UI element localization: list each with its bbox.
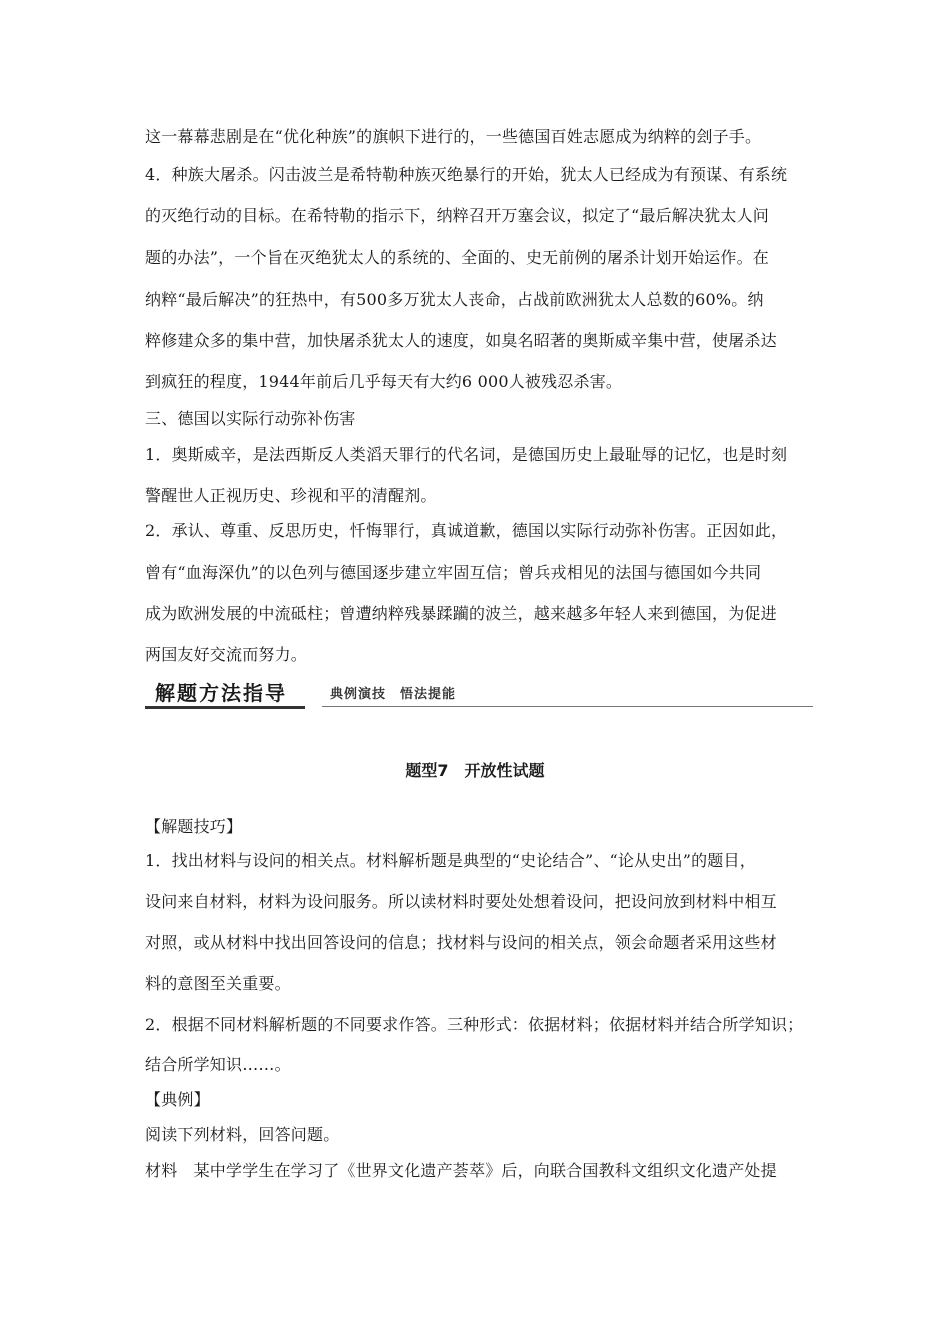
paragraph-line: 2．承认、尊重、反思历史，忏悔罪行，真诚道歉，德国以实际行动弥补伤害。正因如此， — [145, 521, 788, 540]
paragraph-line: 4．种族大屠杀。闪击波兰是希特勒种族灭绝暴行的开始，犹太人已经成为有预谋、有系统 — [145, 165, 788, 184]
banner-sub — [322, 678, 813, 707]
subheading: 【典例】 — [145, 1090, 210, 1109]
paragraph-line: 材料 某中学学生在学习了《世界文化遗产荟萃》后，向联合国教科文组织文化遗产处提 — [145, 1161, 777, 1180]
paragraph-line: 设问来自材料，材料为设问服务。所以读材料时要处处想着设问，把设问放到材料中相互 — [145, 892, 777, 911]
paragraph-line: 曾有“血海深仇”的以色列与德国逐步建立牢固互信；曾兵戎相见的法国与德国如今共同 — [145, 563, 762, 582]
banner-main — [145, 678, 305, 709]
paragraph-line: 到疯狂的程度，1944年前后几乎每天有大约6 000人被残忍杀害。 — [145, 372, 623, 391]
section-title: 题型7 开放性试题 — [405, 761, 545, 780]
paragraph-line: 1．找出材料与设问的相关点。材料解析题是典型的“史论结合”、“论从史出”的题目， — [145, 851, 756, 870]
paragraph-line: 这一幕幕悲剧是在“优化种族”的旗帜下进行的，一些德国百姓志愿成为纳粹的刽子手。 — [145, 127, 762, 146]
paragraph-line: 料的意图至关重要。 — [145, 974, 291, 993]
paragraph-line: 结合所学知识……。 — [145, 1055, 291, 1074]
subheading: 【解题技巧】 — [145, 817, 243, 836]
paragraph-line: 题的办法”，一个旨在灭绝犹太人的系统的、全面的、史无前例的屠杀计划开始运作。在 — [145, 248, 769, 267]
paragraph-line: 粹修建众多的集中营，加快屠杀犹太人的速度，如臭名昭著的奥斯威辛集中营，使屠杀达 — [145, 331, 777, 350]
paragraph-line: 2．根据不同材料解析题的不同要求作答。三种形式：依据材料；依据材料并结合所学知识； — [145, 1015, 804, 1034]
paragraph-line: 对照，或从材料中找出回答设问的信息；找材料与设问的相关点，领会命题者采用这些材 — [145, 933, 777, 952]
section-heading: 三、德国以实际行动弥补伤害 — [145, 409, 356, 428]
paragraph-line: 成为欧洲发展的中流砥柱；曾遭纳粹残暴蹂躏的波兰，越来越多年轻人来到德国，为促进 — [145, 604, 777, 623]
paragraph-line: 1．奥斯威辛，是法西斯反人类滔天罪行的代名词，是德国历史上最耻辱的记忆，也是时刻 — [145, 445, 788, 464]
banner-main-label: 解题方法指导 — [155, 681, 287, 705]
banner-sub-label: 典例演技 悟法提能 — [330, 687, 457, 702]
paragraph-line: 阅读下列材料，回答问题。 — [145, 1125, 340, 1144]
paragraph-line: 两国友好交流而努力。 — [145, 645, 308, 664]
paragraph-line: 纳粹“最后解决”的狂热中，有500多万犹太人丧命，占战前欧洲犹太人总数的60%。纳 — [145, 290, 764, 309]
paragraph-line: 警醒世人正视历史、珍视和平的清醒剂。 — [145, 486, 437, 505]
section-banner — [145, 678, 813, 708]
paragraph-line: 的灭绝行动的目标。在希特勒的指示下，纳粹召开万塞会议，拟定了“最后解决犹太人问 — [145, 206, 769, 225]
